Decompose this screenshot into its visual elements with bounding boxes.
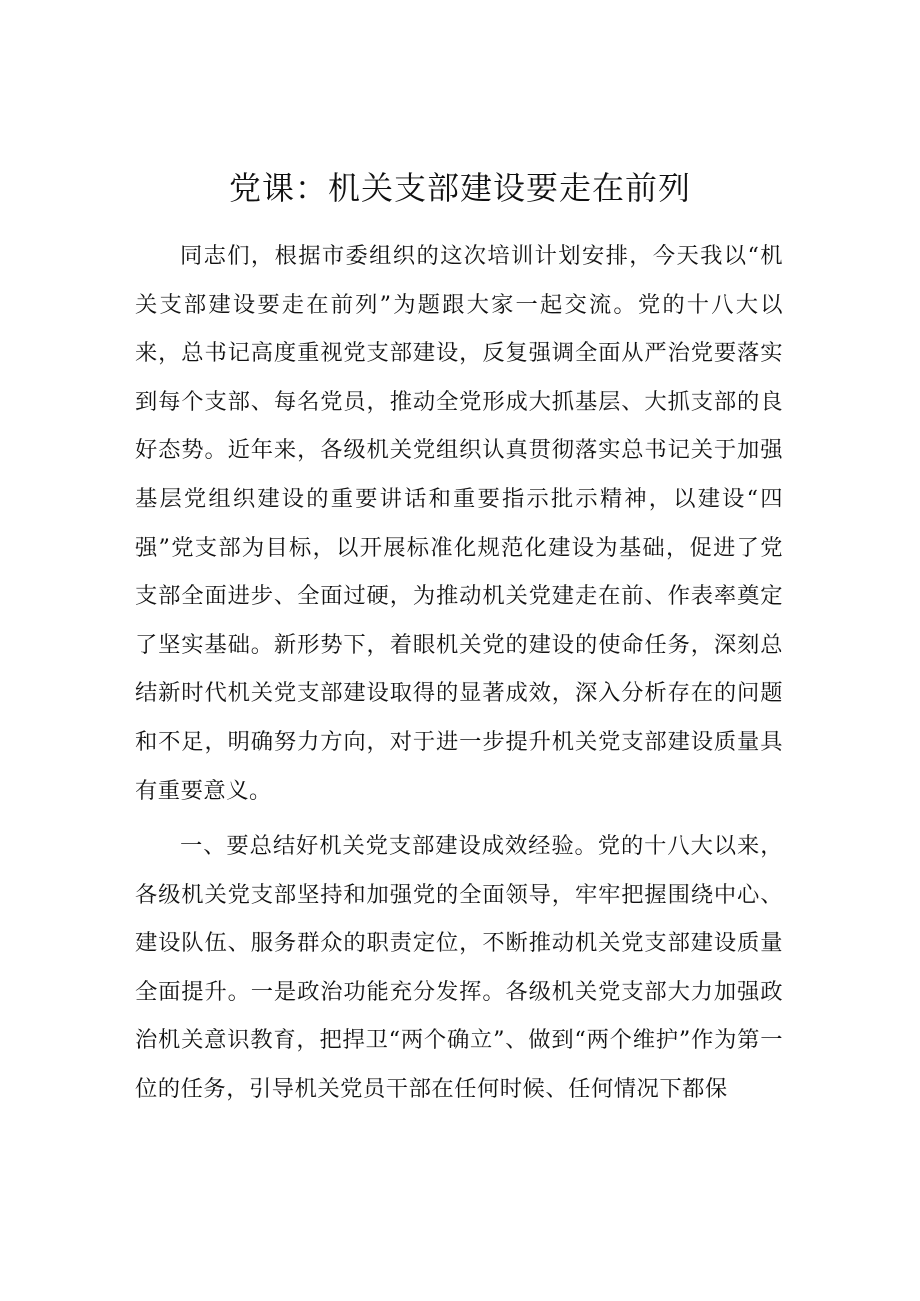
paragraph-section-one: 一、要总结好机关党支部建设成效经验。党的十八大以来，各级机关党支部坚持和加强党的全面领导，牢牢把握围绕中心、建设队伍、服务群众的职责定位，不断推动机关党支部建设质量全面提升。一是政治功能充分发挥。各级机关党支部大力加强政治机关意识教育，把捍卫“两个确立”、做到“两个维护”作为第一位的任务，引导机关党员干部在任何时候、任何情况下都保: [135, 833, 783, 1102]
paragraph-intro: 同志们，根据市委组织的这次培训计划安排，今天我以“机关支部建设要走在前列”为题跟大家一起交流。党的十八大以来，总书记高度重视党支部建设，反复强调全面从严治党要落实到每个支部、每名党员，推动全党形成大抓基层、大抓支部的良好态势。近年来，各级机关党组织认真贯彻落实总书记关于加强基层党组织建设的重要讲话和重要指示批示精神，以建设“四强”党支部为目标，以开展标准化规范化建设为基础，促进了党支部全面进步、全面过硬，为推动机关党建走在前、作表率奠定了坚实基础。新形势下，着眼机关党的建设的使命任务，深刻总结新时代机关党支部建设取得的显著成效，深入分析存在的问题和不足，明确努力方向，对于进一步提升机关党支部建设质量具有重要意义。: [135, 243, 783, 804]
document-title: 党课：机关支部建设要走在前列: [228, 169, 691, 207]
